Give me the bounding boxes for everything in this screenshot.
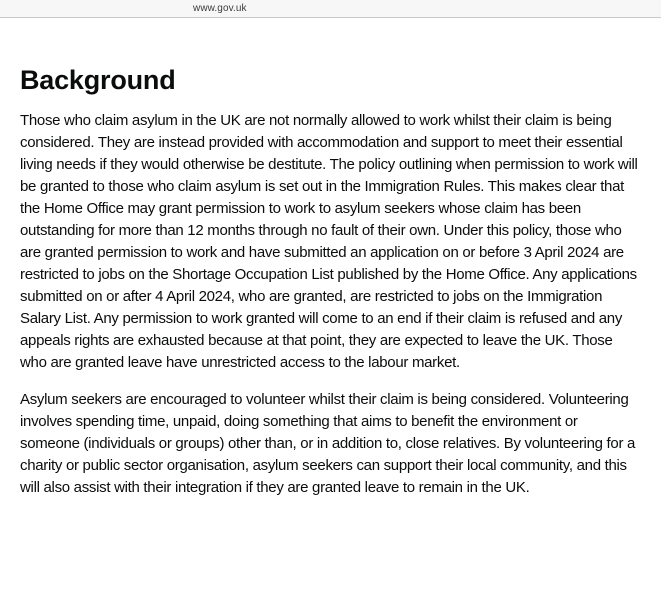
browser-url[interactable]: www.gov.uk xyxy=(193,3,247,14)
page-title: Background xyxy=(20,65,176,95)
browser-titlebar xyxy=(0,0,661,18)
background-paragraph-1: Those who claim asylum in the UK are not normally allowed to work whilst their claim is being considered. They are instead provided with accommodation and support to meet their essential living needs if they would otherwise be destitute. The policy outlining when permission to work will be granted to those who claim asylum is set out in the Immigration Rules. This makes clear that the Home Office may grant permission to work to asylum seekers whose claim has been outstanding for more than 12 months through no fault of their own. Under this policy, those who are granted permission to work and have submitted an application on or before 3 April 2024 are restricted to jobs on the Shortage Occupation List published by the Home Office. Any applications submitted on or after 4 April 2024, who are granted, are restricted to jobs on the Immigration Salary List. Any permission to work granted will come to an end if their claim is refused and any appeals rights are exhausted because at that point, they are expected to leave the UK. Those who are granted leave have unrestricted access to the labour market. xyxy=(20,111,638,371)
page-content xyxy=(0,66,661,499)
background-paragraph-2: Asylum seekers are encouraged to volunteer whilst their claim is being considered. Volunteering involves spending time, unpaid, doing something that aims to benefit the environment or someone (individuals or groups) other than, or in addition to, close relatives. By volunteering for a charity or public sector organisation, asylum seekers can support their local community, and this will also assist with their integration if they are granted leave to remain in the UK. xyxy=(20,390,636,496)
background-section xyxy=(20,110,640,499)
